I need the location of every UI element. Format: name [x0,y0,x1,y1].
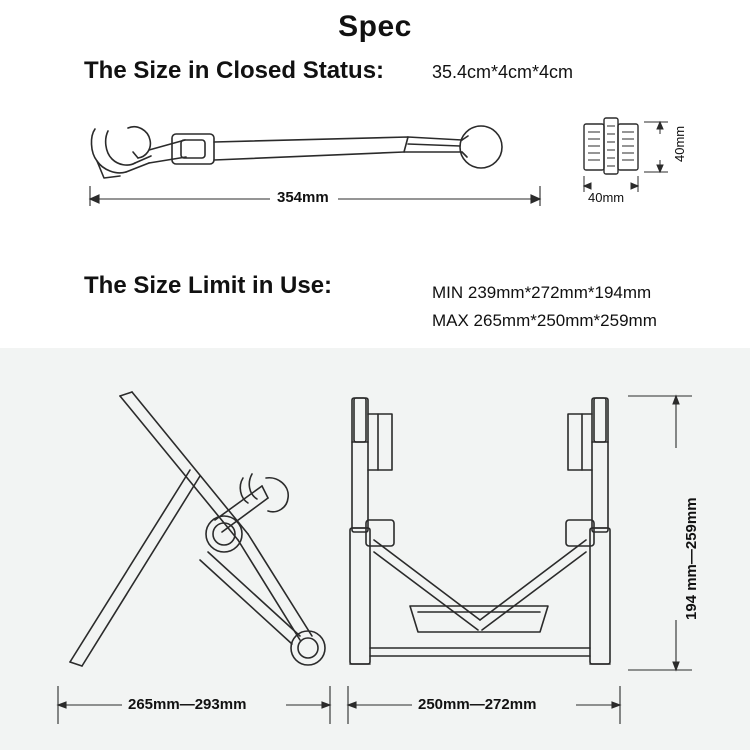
in-use-min-value: MIN 239mm*272mm*194mm [432,283,652,302]
closed-status-heading: The Size in Closed Status: [84,57,385,84]
closed-height-label: 40mm [672,125,687,162]
left-diagram-width-label: 265mm—293mm [128,696,247,713]
in-use-heading: The Size Limit in Use: [84,272,333,299]
page-title: Spec [338,10,412,43]
in-use-max-value: MAX 265mm*250mm*259mm [432,311,657,330]
closed-width-label: 40mm [588,190,625,205]
diagram-panel [0,348,750,750]
closed-length-label: 354mm [277,189,329,206]
right-diagram-height-label: 194 mm—259mm [683,497,700,620]
closed-status-value: 35.4cm*4cm*4cm [432,62,574,82]
right-diagram-width-label: 250mm—272mm [418,696,537,713]
